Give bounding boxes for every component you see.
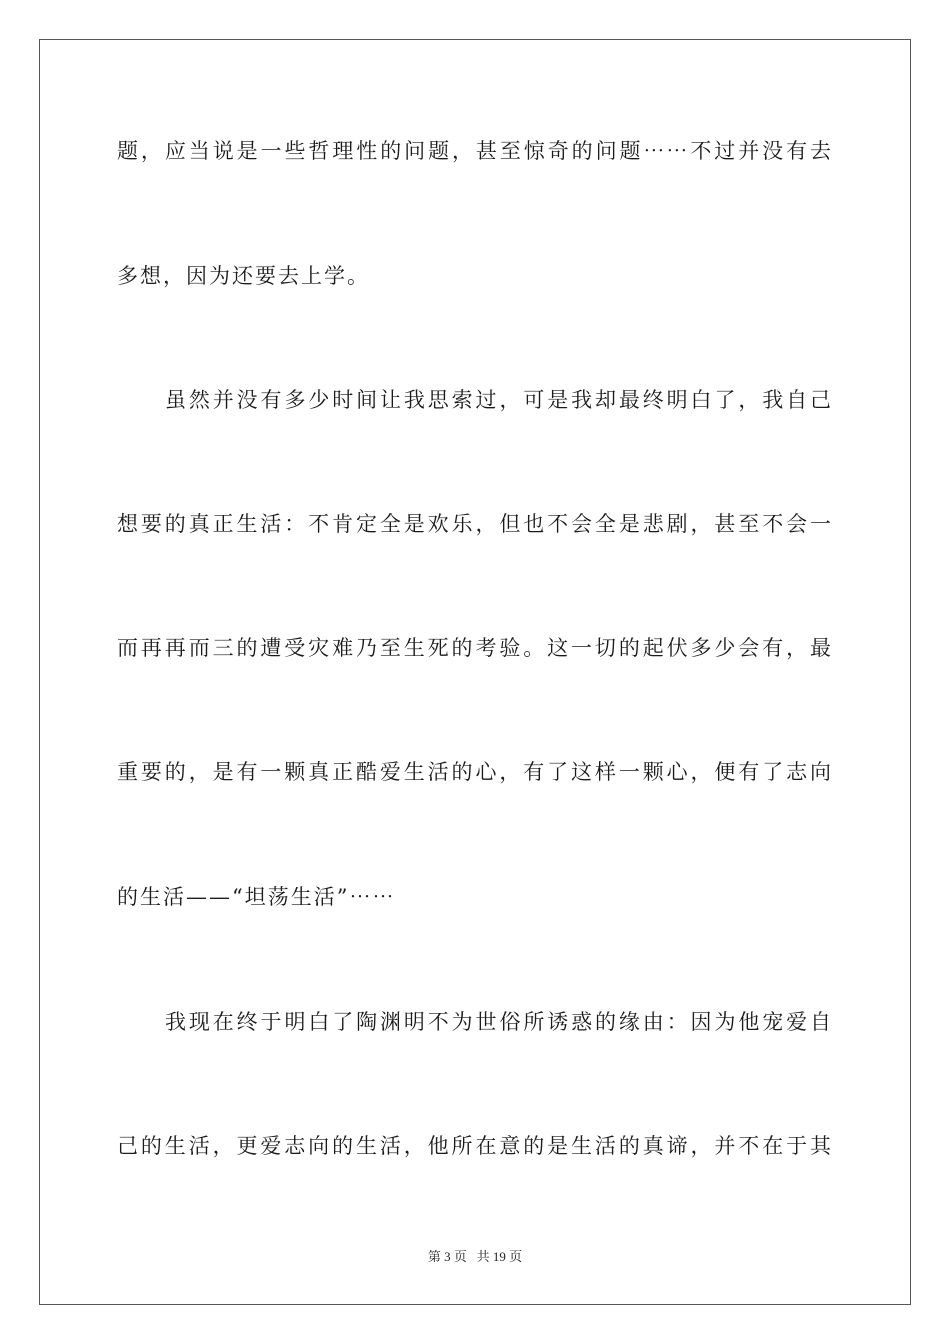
page-total: 共 19 页 — [476, 1249, 523, 1264]
text-line: 多想，因为还要去上学。 — [117, 264, 370, 288]
text-line: 的生活——“坦荡生活”⋯⋯ — [117, 885, 396, 909]
text-line: 重要的，是有一颗真正酷爱生活的心，有了这样一颗心，便有了志向 — [117, 760, 833, 784]
text-line: 而再再而三的遭受灾难乃至生死的考验。这一切的起伏多少会有，最 — [117, 636, 833, 660]
page-number: 第 3 页 — [427, 1249, 467, 1264]
page-footer — [0, 1248, 950, 1266]
text-line: 己的生活，更爱志向的生活，他所在意的是生活的真谛，并不在于其 — [117, 1134, 833, 1158]
page-border — [39, 39, 911, 1305]
text-line: 题，应当说是一些哲理性的问题，甚至惊奇的问题⋯⋯不过并没有去 — [117, 139, 833, 163]
paragraph-first-line: 我现在终于明白了陶渊明不为世俗所诱惑的缘由：因为他宠爱自 — [165, 1010, 833, 1034]
text-line: 想要的真正生活：不肯定全是欢乐，但也不会全是悲剧，甚至不会一 — [117, 512, 833, 536]
paragraph-first-line: 虽然并没有多少时间让我思索过，可是我却最终明白了，我自己 — [165, 388, 833, 412]
